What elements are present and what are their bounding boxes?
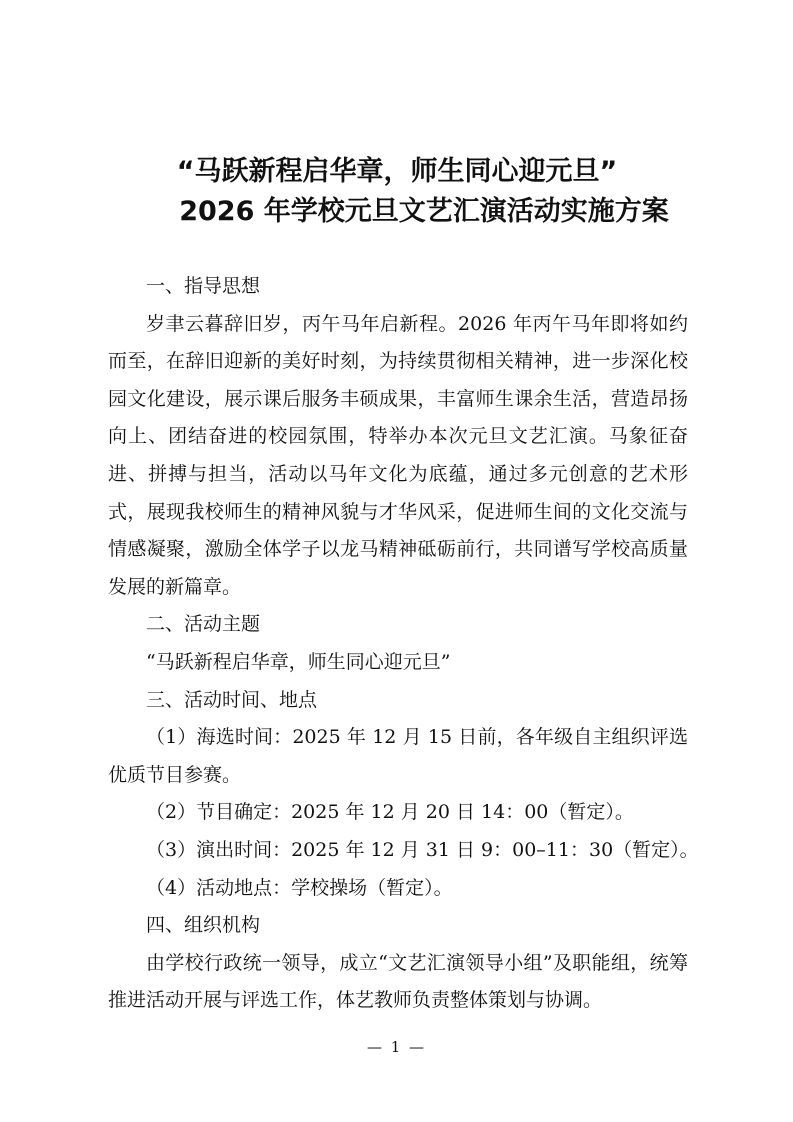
- section-heading-theme: 二、活动主题: [146, 613, 261, 636]
- section-heading-guiding-thought: 一、指导思想: [146, 275, 261, 297]
- section-paragraph-organization: 由学校行政统一领导，成立“文艺汇演领导小组”及职能组，统筹推进活动开展与评选工作，体艺教师负责整体策划与协调。: [108, 951, 688, 1012]
- schedule-item-performance-time: （3）演出时间：2025 年 12 月 31 日 9：00–11：30（暂定）。: [146, 838, 699, 861]
- document-title-line1: “马跃新程启华章，师生同心迎元旦”: [176, 156, 618, 187]
- schedule-item-venue: （4）活动地点：学校操场（暂定）。: [146, 876, 453, 899]
- section-paragraph-theme: “马跃新程启华章，师生同心迎元旦”: [146, 650, 451, 673]
- document-title-line2: 2026 年学校元旦文艺汇演活动实施方案: [179, 196, 669, 227]
- document-body: [108, 268, 699, 1020]
- schedule-item-audition: （1）海选时间：2025 年 12 月 15 日前，各年级自主组织评选优质节目参赛。: [108, 726, 688, 786]
- page-number: — 1 —: [366, 1038, 427, 1056]
- section-heading-organization: 四、组织机构: [146, 914, 261, 937]
- section-heading-time-place: 三、活动时间、地点: [146, 688, 318, 711]
- section-paragraph-guiding-thought: 岁聿云暮辞旧岁，丙午马年启新程。2026 年丙午马年即将如约而至，在辞旧迎新的美好时刻，为持续贯彻相关精神，进一步深化校园文化建设，展示课后服务丰硕成果，丰富师生课余生活，营造昂扬向上、团结奋进的校园氛围，特举办本次元旦文艺汇演。马象征奋进、拼搏与担当，活动以马年文化为底蕴，通过多元创意的艺术形式，展现我校师生的精神风貌与才华风采，促进师生间的文化交流与情感凝聚，激励全体学子以龙马精神砥砺前行，共同谱写学校高质量发展的新篇章。: [108, 312, 688, 598]
- schedule-item-program-confirm: （2）节目确定：2025 年 12 月 20 日 14：00（暂定）。: [146, 801, 634, 824]
